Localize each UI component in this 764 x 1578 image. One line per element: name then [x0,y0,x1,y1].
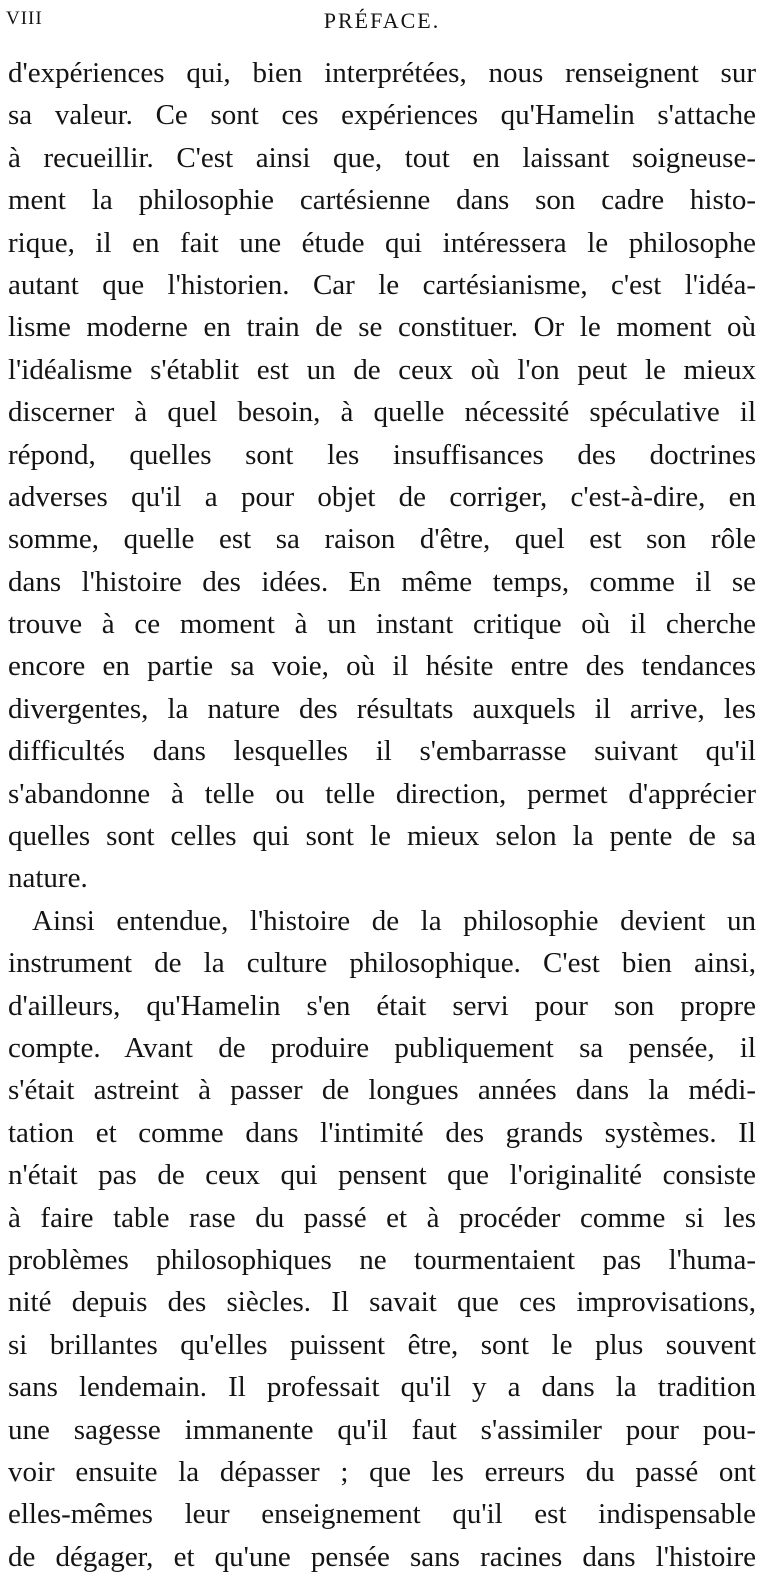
text-line: encore en partie sa voie, où il hésite entre des tendances [8,650,756,683]
text-line: nité depuis des siècles. Il savait que ces improvisations, [8,1286,756,1319]
text-line: nature. [8,862,88,895]
text-line: dans l'histoire des idées. En même temps, comme il se [8,565,756,598]
text-line: sans lendemain. Il professait qu'il y a dans la tradition [8,1371,756,1404]
text-line: adverses qu'il a pour objet de corriger, c'est-à-dire, en [8,480,756,513]
running-head-title: PRÉFACE. [323,8,441,33]
text-line: elles-mêmes leur enseignement qu'il est indispensable [8,1498,756,1531]
text-line: discerner à quel besoin, à quelle nécessité spéculative il [8,396,756,429]
text-line: s'abandonne à telle ou telle direction, permet d'apprécier [8,777,756,810]
text-line: tation et comme dans l'intimité des grands systèmes. Il [8,1116,756,1149]
text-line: divergentes, la nature des résultats auxquels il arrive, les [8,692,756,725]
text-line: Ainsi entendue, l'histoire de la philosophie devient un [32,904,756,937]
text-line: autant que l'historien. Car le cartésianisme, c'est l'idéa- [8,268,756,301]
text-line: difficultés dans lesquelles il s'embarrasse suivant qu'il [8,735,756,768]
text-line: rique, il en fait une étude qui intéressera le philosophe [8,226,756,259]
text-line: de dégager, et qu'une pensée sans racines dans l'histoire [8,1540,756,1573]
text-line: lisme moderne en train de se constituer. Or le moment où [8,311,756,344]
paragraph [8,52,756,900]
text-line: instrument de la culture philosophique. C'est bien ainsi, [8,947,756,980]
text-line: trouve à ce moment à un instant critique où il cherche [8,608,756,641]
text-line: une sagesse immanente qu'il faut s'assimiler pour pou- [8,1413,756,1446]
text-line: s'était astreint à passer de longues années dans la médi- [8,1074,756,1107]
page-number: VIII [6,8,43,29]
text-line: n'était pas de ceux qui pensent que l'originalité consiste [8,1159,756,1192]
text-line: l'idéalisme s'établit est un de ceux où l'on peut le mieux [8,353,756,386]
text-line: à faire table rase du passé et à procéder comme si les [8,1201,756,1234]
running-head [6,8,758,42]
text-line: problèmes philosophiques ne tourmentaient pas l'huma- [8,1243,756,1276]
body-text [8,52,756,1578]
text-line: ment la philosophie cartésienne dans son cadre histo- [8,184,756,217]
text-line: compte. Avant de produire publiquement sa pensée, il [8,1031,756,1064]
text-line: sa valeur. Ce sont ces expériences qu'Hamelin s'attache [8,99,756,132]
text-line: d'expériences qui, bien interprétées, nous renseignent sur [8,57,756,89]
text-line: d'ailleurs, qu'Hamelin s'en était servi pour son propre [8,989,756,1022]
text-line: répond, quelles sont les insuffisances des doctrines [8,438,756,471]
paragraph [8,900,756,1578]
text-line: voir ensuite la dépasser ; que les erreurs du passé ont [8,1455,756,1488]
text-line: si brillantes qu'elles puissent être, sont le plus souvent [8,1328,756,1361]
text-line: à recueillir. C'est ainsi que, tout en laissant soigneuse- [8,141,756,174]
text-line: quelles sont celles qui sont le mieux selon la pente de sa [8,820,756,853]
text-line: somme, quelle est sa raison d'être, quel est son rôle [8,523,756,556]
